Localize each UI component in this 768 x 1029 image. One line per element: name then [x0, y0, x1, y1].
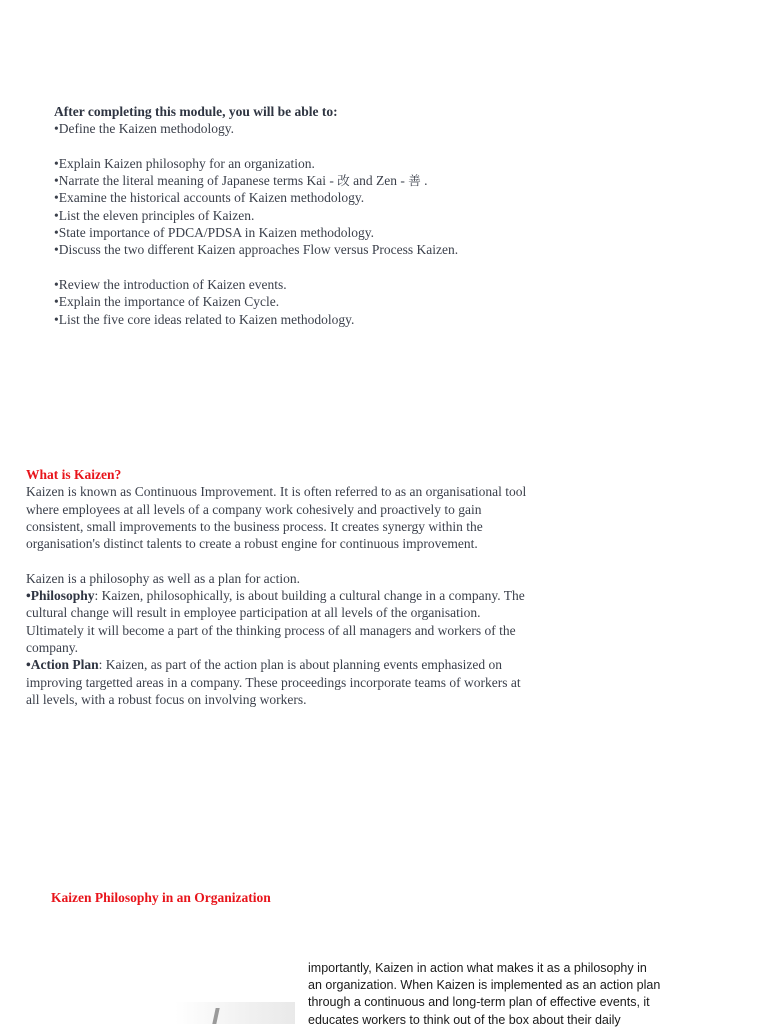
paragraph-line: consistent, small improvements to the business process. It creates synergy within the: [26, 518, 483, 534]
what-is-kaizen-section: [26, 466, 571, 708]
paragraph-line: organisation's distinct talents to create a robust engine for continuous improvement.: [26, 536, 478, 552]
narrate-middle: and Zen -: [349, 173, 409, 189]
objective-item: •Define the Kaizen methodology.: [54, 121, 235, 137]
action-plan-label: •Action Plan: [26, 657, 99, 673]
objective-item: •List the eleven principles of Kaizen.: [54, 207, 255, 223]
action-plan-text: : Kaizen, as part of the action plan is about planning events emphasized on: [98, 657, 502, 673]
paragraph-line: an organization. When Kaizen is implemented as an action plan: [308, 978, 661, 993]
figure-image-partial: [175, 1002, 295, 1024]
objectives-heading: After completing this module, you will be able to:: [54, 104, 338, 119]
paragraph-line: educates workers to think out of the box about their daily: [308, 1012, 621, 1027]
objective-item: •State importance of PDCA/PDSA in Kaizen methodology.: [54, 225, 374, 241]
philosophy-body-text: [308, 960, 698, 1029]
paragraph-line: cultural change will result in employee participation at all levels of the organisation.: [26, 605, 481, 621]
objective-item: •Explain the importance of Kaizen Cycle.: [54, 294, 280, 310]
paragraph-line: through a continuous and long-term plan of effective events, it: [308, 995, 650, 1010]
paragraph-line: importantly, Kaizen in action what makes it as a philosophy in: [308, 961, 647, 975]
section-title-what-is-kaizen: What is Kaizen?: [26, 467, 122, 482]
spacer: [26, 552, 571, 569]
philosophy-text: : Kaizen, philosophically, is about building a cultural change in a company. The: [94, 588, 525, 604]
objective-item: •Review the introduction of Kaizen events.: [54, 276, 287, 292]
narrate-suffix: .: [420, 173, 428, 189]
spacer: [54, 138, 694, 155]
action-plan-line: [26, 656, 571, 673]
paragraph-line: Kaizen is known as Continuous Improvement. It is often referred to as an organisational tool: [26, 484, 527, 500]
objective-item: •Explain Kaizen philosophy for an organization.: [54, 155, 315, 171]
learning-objectives: [54, 103, 694, 328]
kanji-kai: 改: [337, 173, 350, 189]
paragraph-line: all levels, with a robust focus on involving workers.: [26, 691, 307, 707]
philosophy-line: [26, 587, 571, 604]
philosophy-label: •Philosophy: [26, 588, 95, 604]
objective-item: •Examine the historical accounts of Kaizen methodology.: [54, 190, 365, 206]
paragraph-line: Kaizen is a philosophy as well as a plan for action.: [26, 570, 301, 586]
paragraph-line: where employees at all levels of a company work cohesively and proactively to gain: [26, 501, 482, 517]
objective-item: •Discuss the two different Kaizen approaches Flow versus Process Kaizen.: [54, 242, 459, 258]
paragraph-line: improving targetted areas in a company. These proceedings incorporate teams of workers at: [26, 674, 521, 690]
paragraph-line: company.: [26, 639, 78, 655]
spacer: [54, 259, 694, 276]
narrate-prefix: •Narrate the literal meaning of Japanese terms Kai -: [54, 173, 338, 189]
kanji-zen: 善: [408, 173, 421, 189]
objective-item: •List the five core ideas related to Kaizen methodology.: [54, 311, 355, 327]
objective-item-narrate: [54, 172, 694, 189]
section-title-kaizen-philosophy: Kaizen Philosophy in an Organization: [51, 890, 271, 905]
paragraph-line: Ultimately it will become a part of the thinking process of all managers and workers of the: [26, 622, 516, 638]
